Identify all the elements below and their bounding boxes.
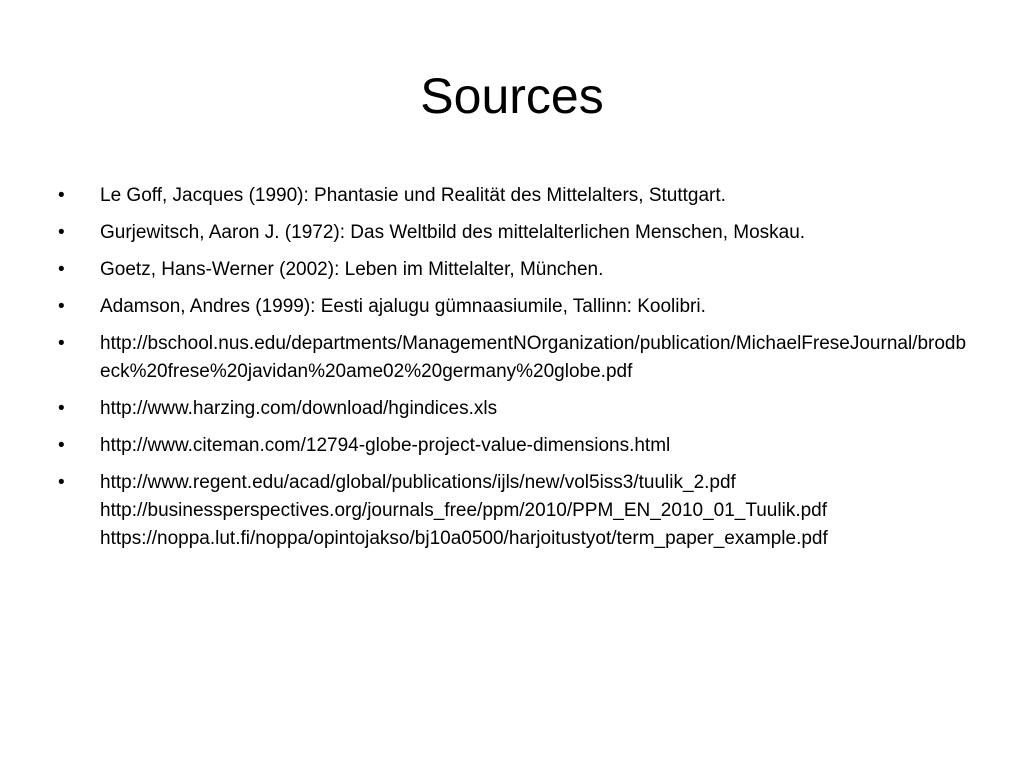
bullet-icon: • <box>58 398 65 419</box>
source-text: Goetz, Hans-Werner (2002): Leben im Mittelalter, München. <box>100 259 604 280</box>
source-url: http://www.regent.edu/acad/global/publications/ijls/new/vol5iss3/tuulik_2.pdf <box>100 472 736 493</box>
source-url: https://noppa.lut.fi/noppa/opintojakso/bj10a0500/harjoitustyot/term_paper_example.pdf <box>100 528 828 549</box>
bullet-icon: • <box>58 472 65 493</box>
bullet-icon: • <box>58 185 65 206</box>
bullet-icon: • <box>58 259 65 280</box>
list-item <box>58 432 968 460</box>
source-url: http://businessperspectives.org/journals_free/ppm/2010/PPM_EN_2010_01_Tuulik.pdf <box>100 500 828 521</box>
slide-title: Sources <box>420 68 604 124</box>
list-item <box>58 469 968 553</box>
list-item <box>58 219 968 247</box>
source-url: http://www.harzing.com/download/hgindices.xls <box>100 398 498 419</box>
source-url: http://www.citeman.com/12794-globe-project-value-dimensions.html <box>100 435 671 456</box>
list-item <box>58 330 968 386</box>
bullet-icon: • <box>58 435 65 456</box>
list-item <box>58 293 968 321</box>
bullet-icon: • <box>58 333 65 354</box>
bullet-icon: • <box>58 296 65 317</box>
list-item <box>58 395 968 423</box>
list-item <box>58 182 968 210</box>
list-item <box>58 256 968 284</box>
source-text: Adamson, Andres (1999): Eesti ajalugu gümnaasiumile, Tallinn: Koolibri. <box>100 296 706 317</box>
source-text: Gurjewitsch, Aaron J. (1972): Das Weltbild des mittelalterlichen Menschen, Moskau. <box>100 222 806 243</box>
sources-list <box>58 182 968 562</box>
bullet-icon: • <box>58 222 65 243</box>
source-text: Le Goff, Jacques (1990): Phantasie und Realität des Mittelalters, Stuttgart. <box>100 185 726 206</box>
source-url: http://bschool.nus.edu/departments/ManagementNOrganization/publication/MichaelFreseJournal/brodbeck%20frese%20javidan%20ame02%20germany%20globe.pdf <box>100 333 967 382</box>
